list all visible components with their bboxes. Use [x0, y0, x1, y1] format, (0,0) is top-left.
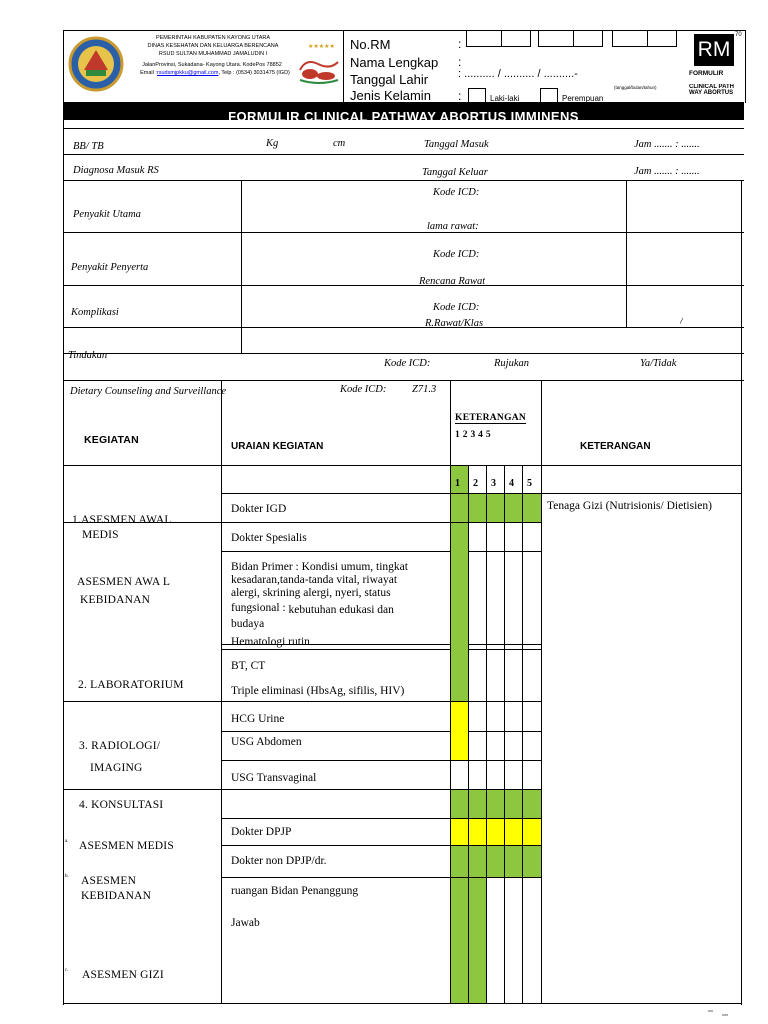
tanggal-keluar-label: Tanggal Keluar	[422, 167, 488, 178]
kegiatan-konsultasi: 4. KONSULTASI	[79, 799, 164, 811]
days-keterangan-label: KETERANGAN	[455, 413, 527, 423]
klas-slash: /	[680, 316, 683, 327]
kegiatan-asesmen-keb2-1: ASESMEN	[81, 875, 137, 887]
uraian-hcg-urine: HCG Urine	[231, 713, 285, 725]
days-numbers-label: 1 2 3 4 5	[455, 430, 491, 440]
kode-icd-2: Kode ICD:	[433, 249, 480, 260]
kebutuhan-edukasi: kebutuhan edukasi dan	[288, 604, 394, 616]
kegiatan-asesmen-awal-1: 1.ASESMEN AWAL	[72, 514, 172, 526]
rm-badge	[694, 34, 734, 66]
form-title: FORMULIR CLINICAL PATHWAY ABORTUS IMMINENS	[228, 109, 579, 120]
tanggal-lahir-sep: : .......... / .......... / ..........-	[458, 68, 578, 80]
nama-lengkap-label: Nama Lengkap	[350, 55, 439, 70]
kegiatan-asesmen-medis: ASESMEN MEDIS	[79, 840, 174, 852]
day-5: 5	[527, 478, 532, 489]
rm-code: RM	[697, 38, 731, 61]
female-label: Perempuan	[562, 94, 604, 102]
uraian-usg-abdomen: USG Abdomen	[231, 736, 302, 748]
male-label: Laki-laki	[490, 94, 520, 102]
col-kegiatan-header: KEGIATAN	[84, 434, 139, 446]
keterangan-tenaga-gizi: Tenaga Gizi (Nutrisionis/ Dietisien)	[547, 500, 712, 512]
kode-icd-4: Kode ICD:	[384, 358, 431, 369]
kegiatan-asesmen-keb-1: ASESMEN AWA L	[77, 576, 171, 588]
dob-hint: (tanggal/bulan/tahun)	[614, 85, 657, 90]
day-1: 1	[455, 478, 460, 489]
tindakan-label: Tindakan	[68, 350, 108, 361]
address-line: JalanProvinsi, Sukadana- Kayong Utara. KodePos 78852	[142, 62, 282, 68]
r-rawat-label: R.Rawat/Klas	[425, 318, 484, 327]
day-4: 4	[509, 478, 514, 489]
svg-text:★★★★★: ★★★★★	[308, 44, 335, 50]
penyakit-penyerta-label: Penyakit Penyerta	[71, 262, 149, 273]
rujukan-label: Rujukan	[494, 358, 529, 369]
col-days-header	[455, 413, 526, 440]
cm-label: cm	[333, 138, 346, 149]
uraian-triple-eliminasi: Triple eliminasi (HbsAg, sifilis, HIV)	[231, 685, 405, 697]
jenis-kelamin-sep: :	[458, 89, 462, 102]
mark-c: c.	[65, 968, 69, 973]
organization-block	[108, 34, 318, 58]
org-line-1: PEMERINTAH KABUPATEN KAYONG UTARA	[155, 35, 271, 41]
male-checkbox[interactable]	[468, 88, 486, 103]
kegiatan-radiologi-1: 3. RADIOLOGI/	[79, 740, 161, 752]
kegiatan-laboratorium: 2. LABORATORIUM	[78, 679, 184, 691]
dietary-label: Dietary Counseling and Surveillance	[70, 386, 227, 397]
uraian-dokter-spesialis: Dokter Spesialis	[231, 532, 307, 544]
no-rm-label: No.RM	[350, 37, 391, 52]
uraian-bidan-primer-1: Bidan Primer : Kondisi umum, tingkat	[231, 561, 408, 573]
kegiatan-asesmen-gizi: ASESMEN GIZI	[82, 969, 164, 981]
day-2: 2	[473, 478, 478, 489]
mark-b: b.	[65, 874, 69, 879]
hospital-logo-icon	[296, 40, 342, 90]
email-prefix: Email :	[140, 70, 157, 76]
side-title-1: FORMULIR	[689, 70, 724, 77]
no-rm-sep: :	[458, 37, 462, 51]
nama-lengkap-sep: :	[458, 55, 462, 69]
mark-a: a.	[65, 839, 69, 844]
contact-line	[110, 70, 320, 76]
col-uraian-header: URAIAN KEGIATAN	[231, 441, 324, 452]
day-cells-green-top	[451, 466, 468, 522]
tanggal-lahir-label: Tanggal Lahir	[350, 72, 429, 87]
email-link[interactable]: rsudsmjpkku@gmail.com	[156, 70, 219, 76]
col-keterangan-header: KETERANGAN	[580, 441, 651, 452]
kegiatan-asesmen-keb2-2: KEBIDANAN	[81, 890, 152, 902]
bb-tb-label: BB/ TB	[73, 141, 104, 152]
rencana-rawat-label: Rencana Rawat	[419, 276, 486, 285]
kegiatan-asesmen-keb-2: KEBIDANAN	[80, 594, 151, 606]
uraian-hematologi: Hematologi rutin	[231, 636, 310, 648]
org-line-3: RSUD SULTAN MUHAMMAD JAMALUDIN I	[158, 51, 268, 57]
yellow-dpjp-row	[451, 819, 541, 845]
jenis-kelamin-label: Jenis Kelamin	[350, 89, 431, 102]
jam-keluar: Jam ....... : .......	[634, 166, 700, 177]
komplikasi-label: Komplikasi	[71, 307, 119, 318]
ya-tidak-label: Ya/Tidak	[640, 358, 677, 369]
kode-icd-5: Kode ICD:	[340, 384, 387, 395]
uraian-bidan-primer-3: alergi, skrining alergi, nyeri, status	[231, 587, 391, 599]
diagnosa-label: Diagnosa Masuk RS	[73, 165, 159, 176]
day1-yellow-radiologi	[451, 702, 468, 760]
fungsional-label: fungsional :	[231, 602, 286, 614]
kg-label: Kg	[266, 138, 279, 149]
lama-rawat-label: lama rawat:	[427, 221, 479, 232]
uraian-dokter-non-dpjp: Dokter non DPJP/dr.	[231, 855, 327, 867]
form-title-bar	[63, 102, 744, 120]
page-footnote-mark	[706, 1004, 730, 1012]
day-3: 3	[491, 478, 496, 489]
kode-icd-1: Kode ICD:	[433, 187, 480, 198]
kode-icd-3: Kode ICD:	[433, 302, 480, 313]
rm-number: 70	[735, 32, 742, 38]
female-checkbox[interactable]	[540, 88, 558, 103]
uraian-bidan-primer-4	[231, 601, 394, 615]
tanggal-masuk-label: Tanggal Masuk	[424, 139, 489, 150]
phone-text: , Telp : (0534) 3031475 (IGD)	[218, 70, 290, 76]
uraian-bt-ct: BT, CT	[231, 660, 266, 672]
uraian-ruangan-bidan-1: ruangan Bidan Penanggung	[231, 885, 359, 897]
uraian-bidan-primer-5: budaya	[231, 618, 265, 630]
uraian-usg-transvaginal: USG Transvaginal	[231, 772, 317, 784]
uraian-bidan-primer-2: kesadaran,tanda-tanda vital, riwayat	[231, 574, 398, 586]
field-no-rm	[350, 37, 390, 52]
jam-masuk: Jam ....... : .......	[634, 139, 700, 150]
kegiatan-radiologi-2: IMAGING	[90, 762, 143, 774]
uraian-dokter-igd: Dokter IGD	[231, 503, 287, 515]
uraian-ruangan-bidan-2: Jawab	[231, 917, 260, 929]
uraian-dokter-dpjp: Dokter DPJP	[231, 826, 292, 838]
org-line-2: DINAS KESEHATAN DAN KELUARGA BERENCANA	[147, 43, 279, 49]
day1-green-column	[451, 522, 468, 701]
penyakit-utama-label: Penyakit Utama	[73, 209, 141, 220]
icd-code: Z71.3	[412, 384, 437, 395]
side-title-2: CLINICAL PATH WAY ABORTUS	[689, 84, 734, 96]
kegiatan-asesmen-awal-2: MEDIS	[82, 529, 119, 541]
